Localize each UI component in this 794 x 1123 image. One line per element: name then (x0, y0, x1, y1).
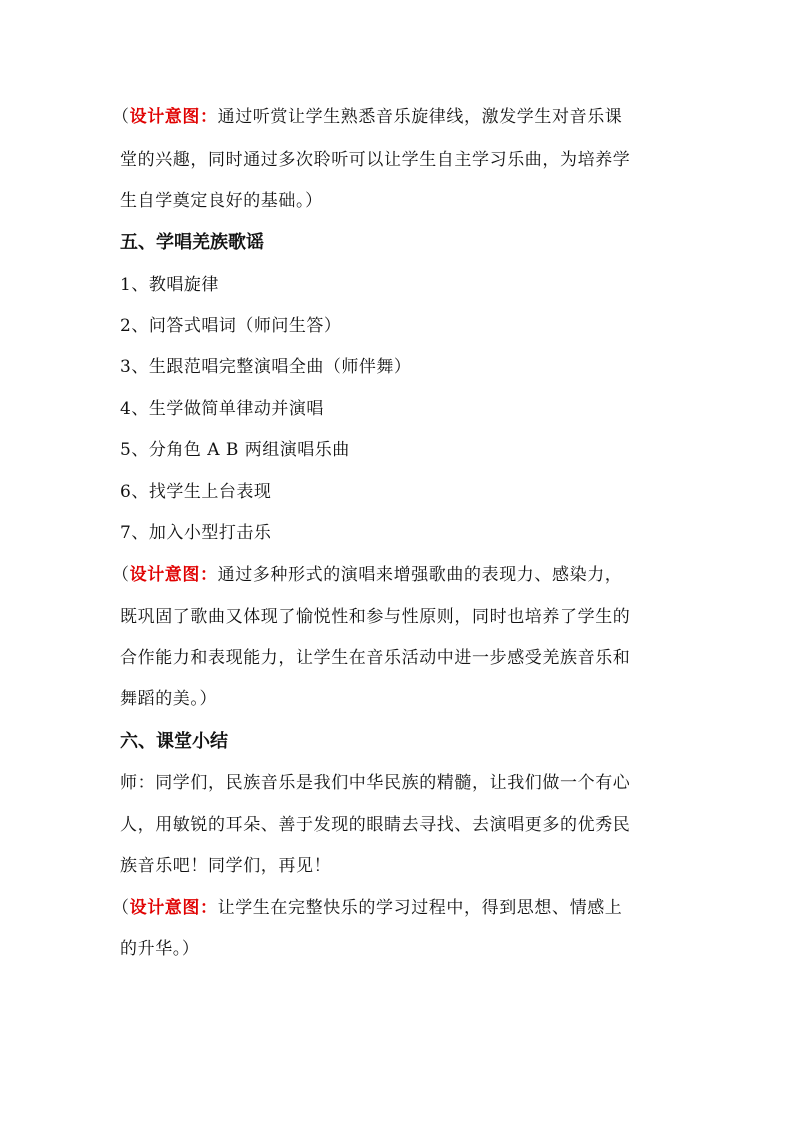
list-item: 5、分角色 A B 两组演唱乐曲 (120, 440, 350, 460)
design-intent-1-line-1 (112, 106, 622, 128)
summary-line-1: 师：同学们，民族音乐是我们中华民族的精髓，让我们做一个有心 (120, 773, 631, 793)
design-intent-2-line-2: 既巩固了歌曲又体现了愉悦性和参与性原则，同时也培养了学生的 (120, 607, 631, 627)
design-intent-label: 设计意图： (129, 898, 218, 918)
list-item: 3、生跟范唱完整演唱全曲（师伴舞） (120, 357, 412, 377)
section-5-heading: 五、学唱羌族歌谣 (120, 232, 264, 253)
design-intent-text: 通过听赏让学生熟悉音乐旋律线，激发学生对音乐课 (217, 107, 623, 127)
open-paren: （ (112, 107, 130, 127)
open-paren: （ (112, 898, 130, 918)
design-intent-3-line-2: 的升华。） (120, 939, 200, 959)
list-item: 7、加入小型打击乐 (120, 523, 272, 543)
design-intent-text: 让学生在完整快乐的学习过程中，得到思想、情感上 (217, 898, 623, 918)
design-intent-2-line-1 (112, 564, 622, 586)
design-intent-2-line-3: 合作能力和表现能力，让学生在音乐活动中进一步感受羌族音乐和 (120, 648, 631, 668)
design-intent-label: 设计意图： (129, 107, 218, 127)
design-intent-1-line-3: 生自学奠定良好的基础。） (120, 191, 323, 211)
design-intent-label: 设计意图： (129, 565, 218, 585)
summary-line-3: 族音乐吧！同学们，再见！ (120, 856, 332, 876)
design-intent-text: 通过多种形式的演唱来增强歌曲的表现力、感染力， (217, 565, 623, 585)
section-6-heading: 六、课堂小结 (120, 731, 228, 752)
list-item: 4、生学做简单律动并演唱 (120, 399, 324, 419)
list-item: 1、教唱旋律 (120, 275, 219, 295)
list-item: 6、找学生上台表现 (120, 482, 272, 502)
summary-line-2: 人，用敏锐的耳朵、善于发现的眼睛去寻找、去演唱更多的优秀民 (120, 815, 631, 835)
open-paren: （ (112, 565, 130, 585)
list-item: 2、问答式唱词（师问生答） (120, 316, 342, 336)
design-intent-3-line-1 (112, 897, 622, 919)
design-intent-1-line-2: 堂的兴趣，同时通过多次聆听可以让学生自主学习乐曲，为培养学 (120, 150, 631, 170)
design-intent-2-line-4: 舞蹈的美。） (120, 689, 218, 709)
